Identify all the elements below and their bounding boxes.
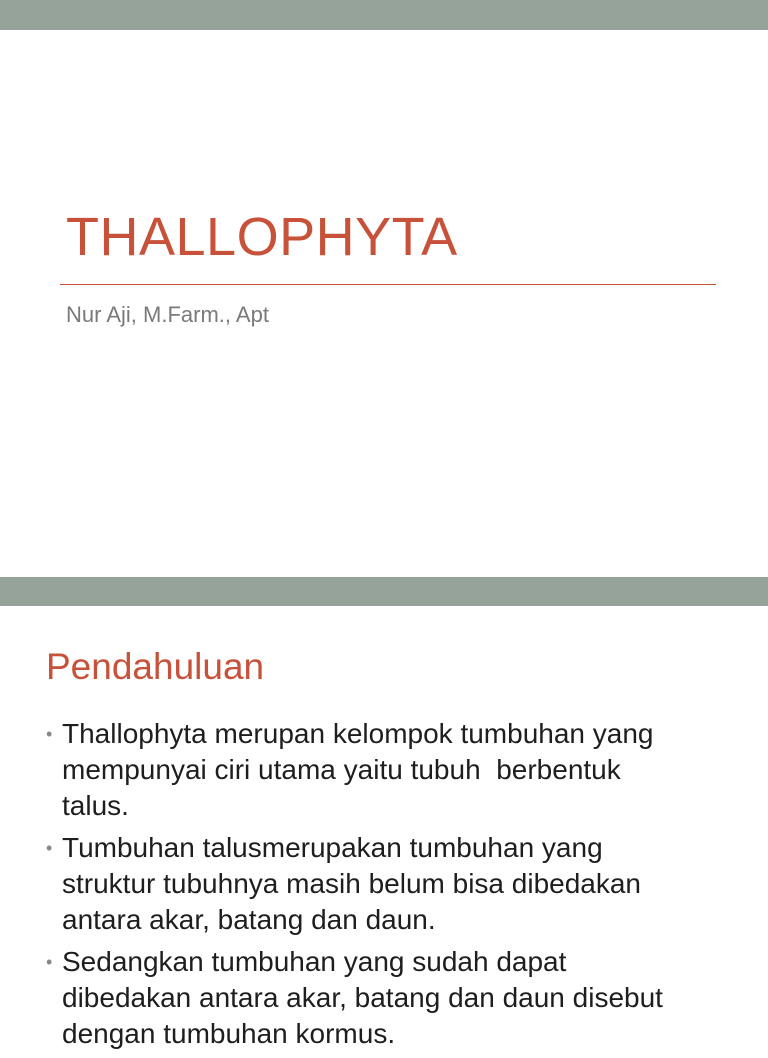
title-divider bbox=[60, 284, 716, 285]
title-slide bbox=[0, 30, 768, 577]
bullet-dot-icon: • bbox=[46, 838, 53, 858]
bullet-text bbox=[62, 944, 746, 1052]
bullet-line: antara akar, batang dan daun. bbox=[62, 904, 436, 935]
bullet-line: Thallophyta merupan kelompok tumbuhan yang bbox=[62, 718, 654, 749]
bullet-text bbox=[62, 716, 746, 824]
bullet-dot-icon: • bbox=[46, 724, 53, 744]
bullet-item bbox=[46, 944, 746, 1052]
bullet-line: talus. bbox=[62, 790, 129, 821]
bullet-text bbox=[62, 830, 746, 938]
bullet-dot-icon: • bbox=[46, 952, 53, 972]
section-heading: Pendahuluan bbox=[46, 646, 265, 687]
slide-subtitle: Nur Aji, M.Farm., Apt bbox=[66, 302, 269, 327]
bullet-item bbox=[46, 830, 746, 938]
bullet-line: mempunyai ciri utama yaitu tubuh berbentuk bbox=[62, 754, 621, 785]
slide-separator-band bbox=[0, 577, 768, 606]
top-band bbox=[0, 0, 768, 30]
bullet-line: Tumbuhan talusmerupakan tumbuhan yang bbox=[62, 832, 603, 863]
bullet-line: Sedangkan tumbuhan yang sudah dapat bbox=[62, 946, 567, 977]
bullet-list bbox=[46, 716, 746, 1058]
bullet-line: struktur tubuhnya masih belum bisa dibedakan bbox=[62, 868, 642, 899]
slide-title: THALLOPHYTA bbox=[66, 207, 458, 267]
bullet-line: dibedakan antara akar, batang dan daun disebut bbox=[62, 982, 663, 1013]
content-slide bbox=[0, 606, 768, 1049]
bullet-item bbox=[46, 716, 746, 824]
bullet-line: dengan tumbuhan kormus. bbox=[62, 1018, 396, 1049]
